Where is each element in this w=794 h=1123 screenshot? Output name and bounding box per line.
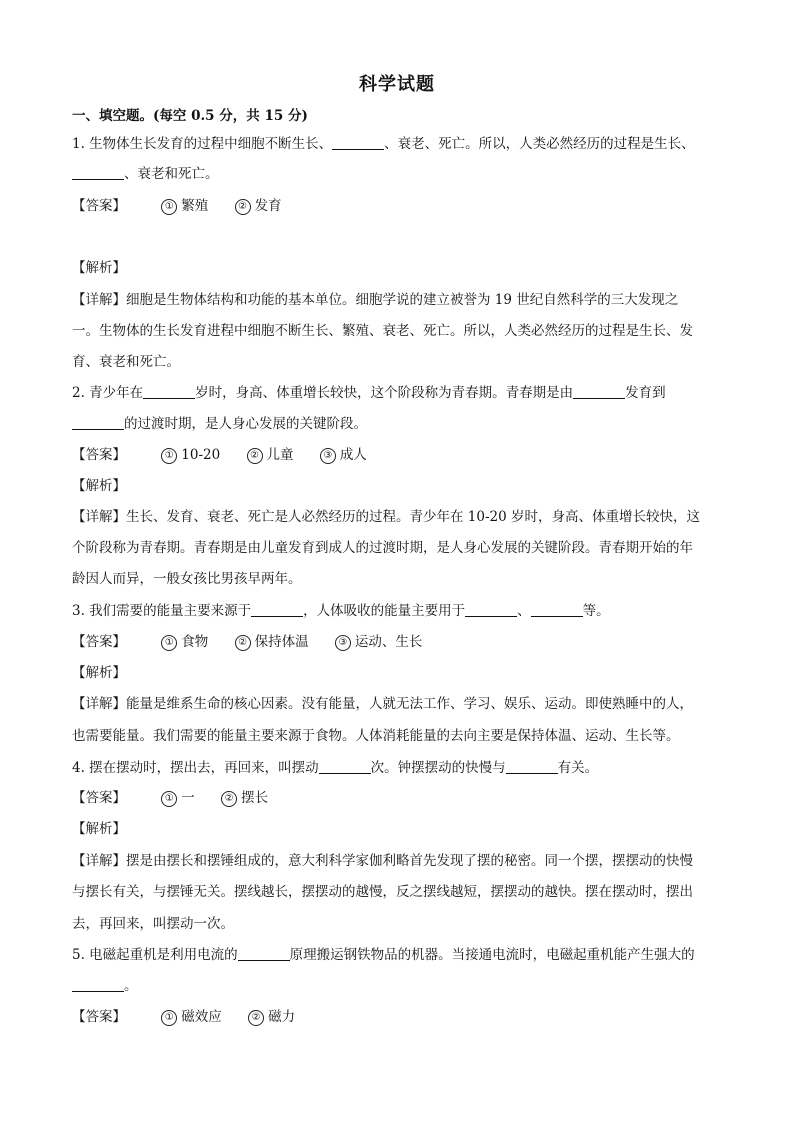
- q4-detail-line-3: 去，再回来，叫摆动一次。: [72, 916, 234, 932]
- q4-answer-1: 一: [181, 790, 195, 806]
- detail-label: 【详解】: [72, 292, 126, 308]
- q2-blank-3: [72, 415, 124, 430]
- q3-text-b: ，人体吸收的能量主要用于: [303, 603, 466, 619]
- circled-number: ①: [161, 635, 177, 651]
- q4-text-b: 次。钟摆摆动的快慢与: [370, 760, 506, 776]
- q1-text-c: 、衰老和死亡。: [124, 166, 219, 182]
- circled-number: ①: [161, 448, 177, 464]
- q4-blank-2: [506, 759, 558, 774]
- answer-label: 【答案】: [72, 447, 126, 463]
- q5-blank-1: [238, 946, 290, 961]
- q1-answer-1: 繁殖: [181, 198, 209, 214]
- q2-answer-1: 10-20: [181, 447, 221, 463]
- answer-label: 【答案】: [72, 634, 126, 650]
- circled-number: ①: [161, 199, 177, 215]
- question-1-line-1: [72, 134, 727, 154]
- question-2-line-1: [72, 383, 727, 403]
- q3-blank-3: [531, 602, 583, 617]
- detail-label: 【详解】: [72, 509, 126, 525]
- circled-number: ①: [161, 1010, 177, 1026]
- detail-label: 【详解】: [72, 853, 126, 869]
- q1-answer-2: 发育: [254, 198, 282, 214]
- q4-detail-line-1: [72, 851, 727, 871]
- circled-number: ①: [161, 791, 177, 807]
- q1-detail-line-1: [72, 290, 727, 310]
- q2-detail-line-2: 个阶段称为青春期。青春期是由儿童发育到成人的过渡时期，是人身心发展的关键阶段。青春期开始的年: [72, 540, 693, 556]
- q1-analysis-label: 【解析】: [72, 260, 126, 276]
- q2-detail-line-3: 龄因人而异，一般女孩比男孩早两年。: [72, 571, 302, 587]
- q2-answer-3: 成人: [339, 447, 367, 463]
- detail-label: 【详解】: [72, 696, 126, 712]
- q1-answer-row: [72, 196, 304, 216]
- section-heading: 一、填空题。(每空 0.5 分，共 15 分): [72, 108, 308, 124]
- page-title: 科学试题: [359, 74, 435, 95]
- q2-answer-2: 儿童: [266, 447, 294, 463]
- q4-answer-row: [72, 788, 290, 808]
- circled-number: ③: [335, 635, 351, 651]
- q3-answer-3: 运动、生长: [354, 634, 423, 650]
- q1-detail-line-2: 一。生物体的生长发育进程中细胞不断生长、繁殖、衰老、死亡。所以，人类必然经历的过程是生长、发: [72, 323, 693, 339]
- q2-text-d: 的过渡时期，是人身心发展的关键阶段。: [124, 416, 367, 432]
- circled-number: ②: [247, 448, 263, 464]
- q3-answer-1: 食物: [181, 634, 209, 650]
- q3-blank-1: [251, 602, 303, 617]
- q5-text-c: 。: [124, 978, 138, 994]
- q2-detail-line-1: [72, 507, 727, 527]
- q4-blank-1: [319, 759, 371, 774]
- q5-answer-2: 磁力: [268, 1009, 296, 1025]
- q5-answer-1: 磁效应: [181, 1009, 222, 1025]
- q5-answer-row: [72, 1007, 317, 1027]
- q2-text-a: 2. 青少年在: [72, 385, 144, 401]
- question-2-line-2: [72, 414, 727, 434]
- question-5-line-2: [72, 976, 727, 996]
- q2-text-b: 岁时，身高、体重增长较快，这个阶段称为青春期。青春期是由: [195, 385, 574, 401]
- circled-number: ③: [320, 448, 336, 464]
- question-4-line-1: [72, 758, 727, 778]
- q1-text-b: 、衰老、死亡。所以，人类必然经历的过程是生长、: [384, 136, 695, 152]
- q2-answer-row: [72, 445, 389, 465]
- q3-text-d: 等。: [582, 603, 610, 619]
- q3-detail-line-2: 也需要能量。我们需要的能量主要来源于食物。人体消耗能量的去向主要是保持体温、运动、生长等。: [72, 728, 680, 744]
- q5-blank-2: [72, 977, 124, 992]
- q2-blank-2: [573, 384, 625, 399]
- q1-detail-text: 细胞是生物体结构和功能的基本单位。细胞学说的建立被誉为 19 世纪自然科学的三大发现之: [126, 292, 679, 308]
- question-3-line-1: [72, 601, 727, 621]
- q3-text-a: 3. 我们需要的能量主要来源于: [72, 603, 252, 619]
- answer-label: 【答案】: [72, 790, 126, 806]
- q4-text-c: 有关。: [557, 760, 599, 776]
- q1-blank-1: [332, 135, 384, 150]
- q3-detail-text: 能量是维系生命的核心因素。没有能量，人就无法工作、学习、娱乐、运动。即使熟睡中的人，: [126, 696, 693, 712]
- q3-answer-row: [72, 632, 444, 652]
- answer-label: 【答案】: [72, 198, 126, 214]
- q1-blank-2: [72, 165, 124, 180]
- q4-answer-2: 摆长: [241, 790, 269, 806]
- q4-analysis-label: 【解析】: [72, 821, 126, 837]
- q3-blank-2: [465, 602, 517, 617]
- q5-text-a: 5. 电磁起重机是利用电流的: [72, 947, 238, 963]
- q1-detail-line-3: 育、衰老和死亡。: [72, 354, 180, 370]
- circled-number: ②: [248, 1010, 264, 1026]
- circled-number: ②: [221, 791, 237, 807]
- q2-detail-text: 生长、发育、衰老、死亡是人必然经历的过程。青少年在 10-20 岁时，身高、体重增长较快，这: [126, 509, 700, 525]
- q2-text-c: 发育到: [625, 385, 666, 401]
- q2-analysis-label: 【解析】: [72, 478, 126, 494]
- q4-detail-line-2: 与摆长有关，与摆锤无关。摆线越长，摆摆动的越慢，反之摆线越短，摆摆动的越快。摆在摆动时，摆出: [72, 884, 693, 900]
- q3-detail-line-1: [72, 694, 727, 714]
- q4-text-a: 4. 摆在摆动时，摆出去，再回来，叫摆动: [72, 760, 319, 776]
- question-1-line-2: [72, 164, 727, 184]
- q1-text-a: 1. 生物体生长发育的过程中细胞不断生长、: [72, 136, 333, 152]
- circled-number: ②: [235, 635, 251, 651]
- circled-number: ②: [235, 199, 251, 215]
- q3-answer-2: 保持体温: [254, 634, 309, 650]
- q5-text-b: 原理搬运钢铁物品的机器。当接通电流时，电磁起重机能产生强大的: [289, 947, 695, 963]
- question-5-line-1: [72, 945, 727, 965]
- q3-text-c: 、: [517, 603, 531, 619]
- q3-analysis-label: 【解析】: [72, 665, 126, 681]
- q2-blank-1: [143, 384, 195, 399]
- answer-label: 【答案】: [72, 1009, 126, 1025]
- q4-detail-text: 摆是由摆长和摆锤组成的，意大利科学家伽利略首先发现了摆的秘密。同一个摆，摆摆动的快慢: [126, 853, 693, 869]
